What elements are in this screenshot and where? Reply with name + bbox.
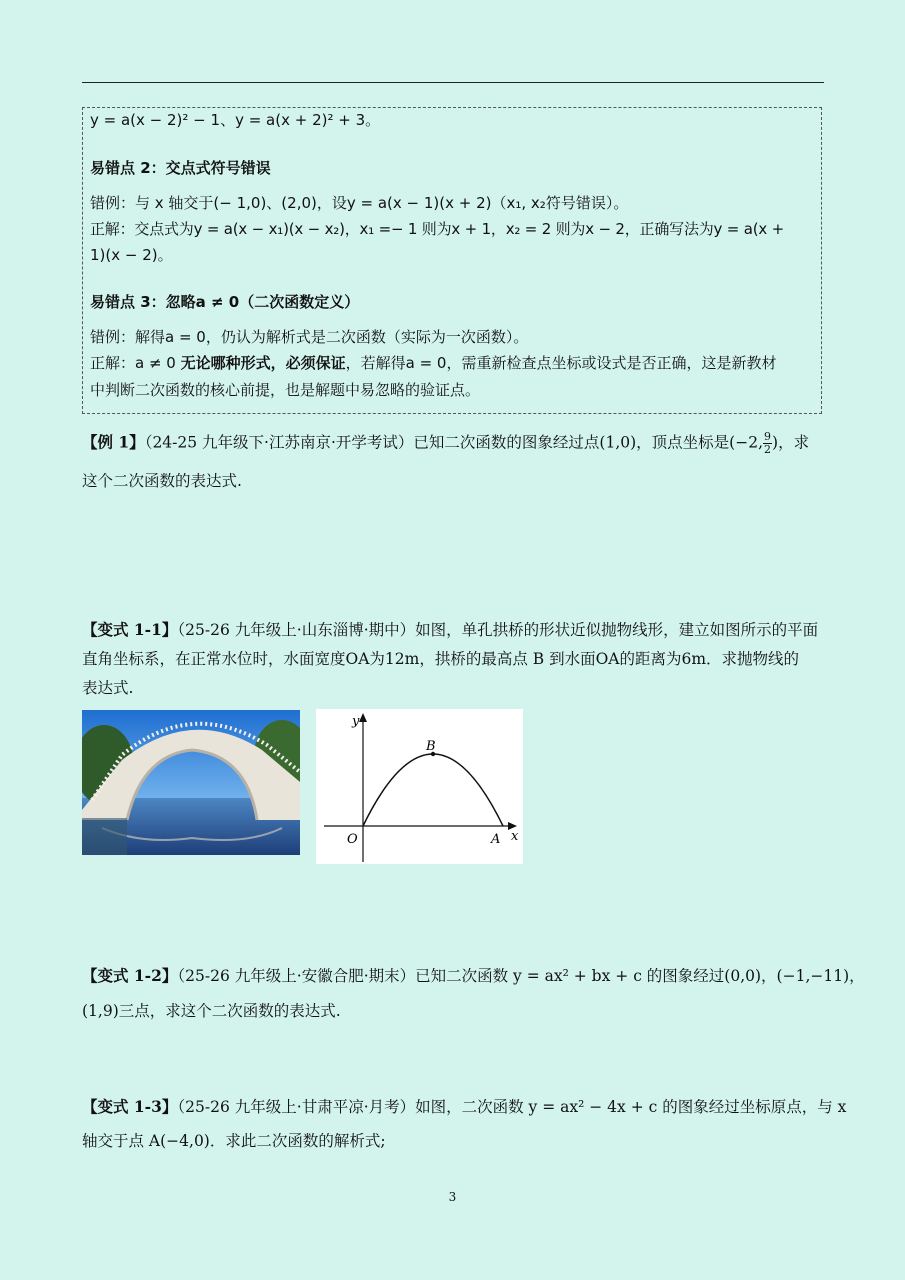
example-1-text-c: ，求: [778, 433, 810, 452]
variant-1-3-tag: 【变式 1-3】: [82, 1097, 178, 1116]
variant-1-1-line-3: 表达式.: [82, 679, 134, 697]
example-1-text-a: （24-25 九年级下·江苏南京·开学考试）已知二次函数的图象经过点: [144, 433, 600, 452]
variant-1-2-text-1: （25-26 九年级上·安徽合肥·期末）已知二次函数 y = ax² + bx + c 的图象经过(0,0)，(−1,−11)，: [177, 967, 865, 985]
pitfall-2-correct-b: 1)(x − 2)。: [90, 246, 173, 264]
graph-y-label: y: [352, 714, 360, 729]
bridge-photo: [82, 710, 300, 855]
pitfall-2-title: 易错点 2：交点式符号错误: [90, 159, 271, 177]
variant-1-3-text-1: （25-26 九年级上·甘肃平凉·月考）如图，二次函数 y = ax² − 4x + c 的图象经过坐标原点，与 x: [177, 1098, 847, 1116]
pitfall-3-wrong: 错例：解得a = 0，仍认为解析式是二次函数（实际为一次函数）。: [90, 328, 529, 346]
example-1-point: (1,0): [599, 433, 637, 452]
page-number: 3: [448, 1190, 457, 1204]
variant-1-1-line-1: [82, 619, 818, 641]
graph-a-label: A: [491, 832, 501, 847]
variant-1-3-line-2: 轴交于点 A(−4,0)．求此二次函数的解析式;: [82, 1132, 386, 1150]
parabola-graph: [316, 709, 523, 864]
pitfall-2-correct-a: 正解：交点式为y = a(x − x₁)(x − x₂)，x₁ =− 1 则为x + 1，x₂ = 2 则为x − 2，正确写法为y = a(x +: [90, 220, 784, 238]
example-1-vertex-fraction: $\frac{9}{2}$: [764, 430, 772, 456]
variant-1-1-line-2: 直角坐标系，在正常水位时，水面宽度OA为12m，拱桥的最高点 B 到水面OA的距离为6m．求抛物线的: [82, 650, 800, 668]
graph-x-label: x: [511, 829, 519, 844]
example-1-vertex-x: −2,: [735, 433, 764, 452]
variant-1-2-line-1: [82, 965, 865, 987]
example-1-text-b: ，顶点坐标是: [636, 433, 730, 452]
graph-b-label: B: [426, 739, 436, 754]
pitfall-3-correct-bold: 无论哪种形式，必须保证: [180, 354, 346, 372]
pitfall-2-wrong: 错例：与 x 轴交于(− 1,0)、(2,0)，设y = a(x − 1)(x + 2)（x₁, x₂符号错误）。: [90, 194, 629, 212]
header-rule: [82, 82, 824, 83]
variant-1-3-line-1: [82, 1096, 846, 1118]
example-1-line-1: 【例 1】（24-25 九年级下·江苏南京·开学考试）已知二次函数的图象经过点(1,0)，顶点坐标是(−2, $\frac{9}{2}$ )，求: [82, 430, 810, 456]
pitfall-3-correct-a: [90, 353, 776, 373]
variant-1-1-tag: 【变式 1-1】: [82, 620, 178, 639]
variant-1-2-line-2: (1,9)三点，求这个二次函数的表达式.: [82, 1002, 341, 1020]
variant-1-1-text-1: （25-26 九年级上·山东淄博·期中）如图，单孔拱桥的形状近似抛物线形，建立如图所示的平面: [177, 621, 819, 639]
pitfall-3-title: 易错点 3：忽略a ≠ 0（二次函数定义）: [90, 293, 360, 311]
pitfall-3-correct-pre: 正解：a ≠ 0: [90, 354, 181, 372]
pitfall-3-correct-b: 中判断二次函数的核心前提，也是解题中易忽略的验证点。: [90, 381, 481, 399]
parabola-curve: [363, 754, 503, 826]
example-1-line-2: 这个二次函数的表达式.: [82, 472, 242, 490]
example-1-tag: 【例 1】: [82, 432, 145, 452]
graph-origin-label: O: [347, 832, 358, 847]
variant-1-2-tag: 【变式 1-2】: [82, 966, 178, 985]
box-line-1: y = a(x − 2)² − 1、y = a(x + 2)² + 3。: [90, 111, 381, 129]
pitfall-3-correct-post: ，若解得a = 0，需重新检查点坐标或设式是否正确，这是新教材: [345, 354, 777, 372]
y-axis-arrow-icon: [359, 713, 367, 722]
